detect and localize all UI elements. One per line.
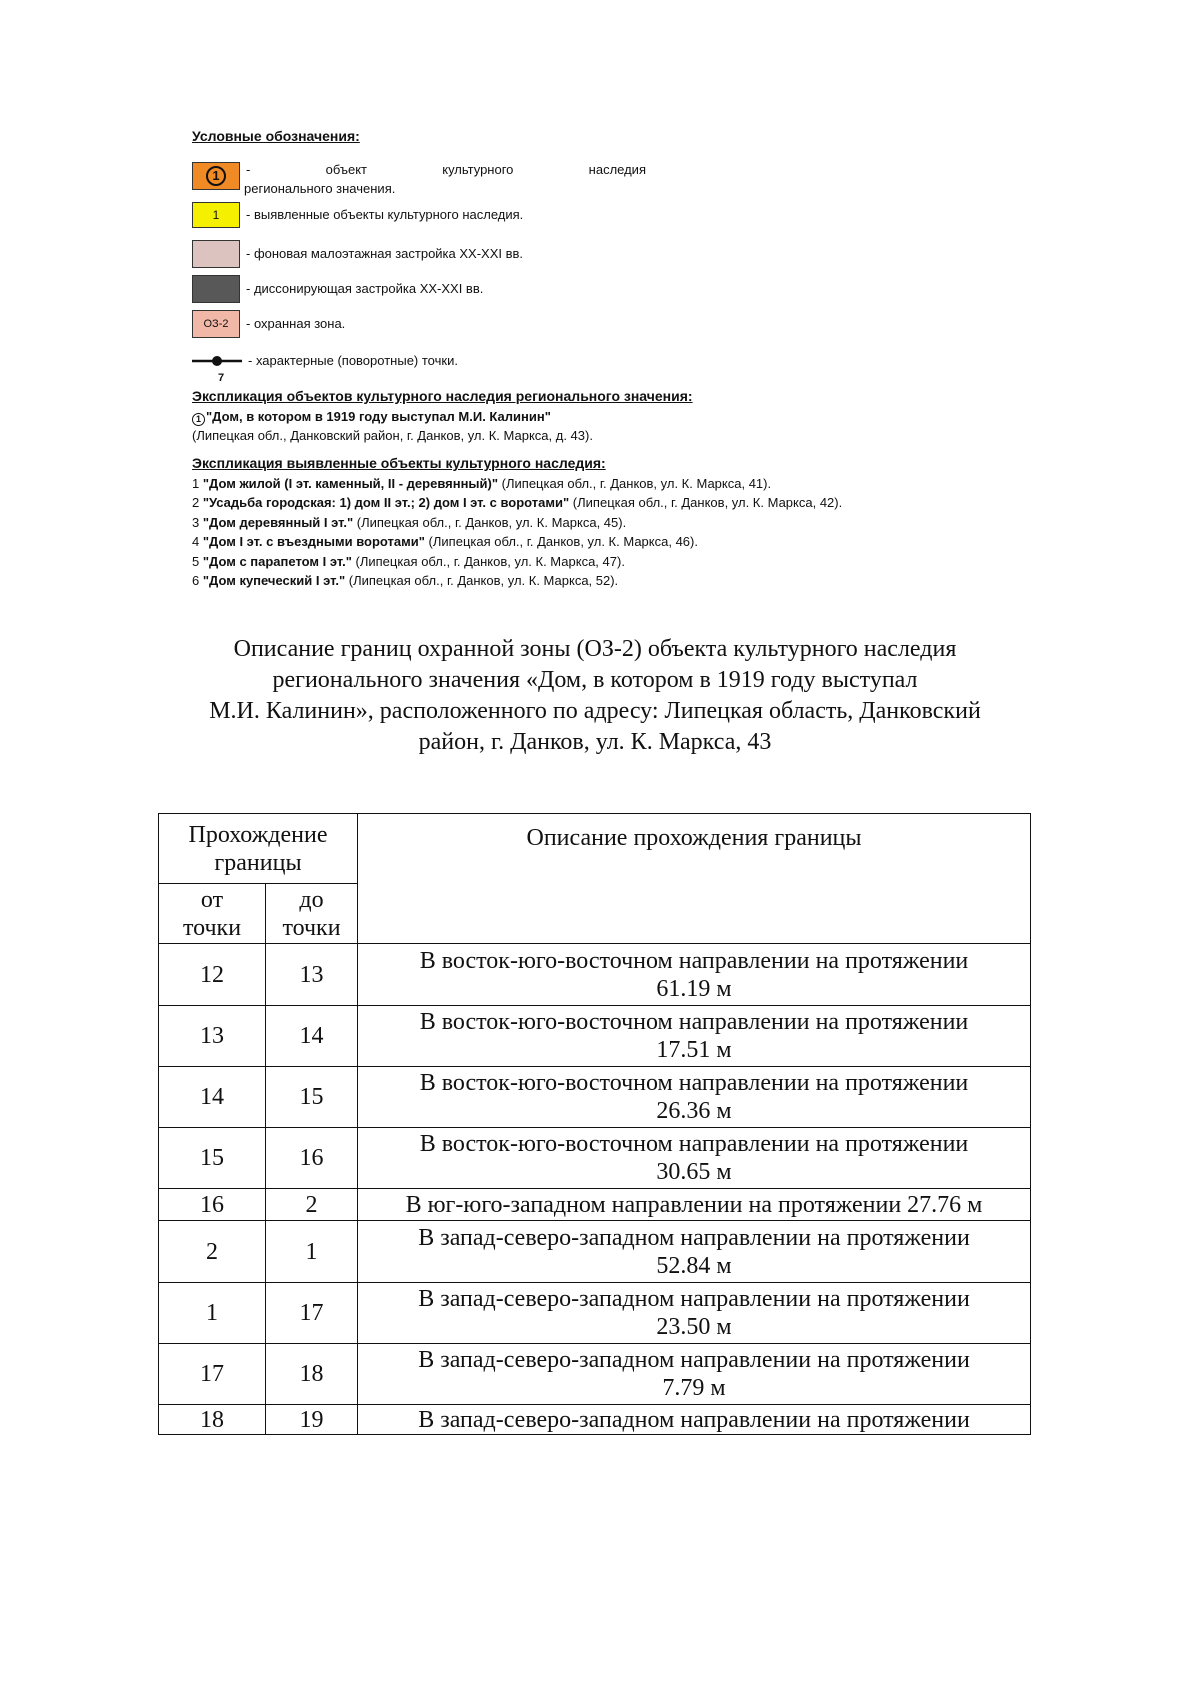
explication-identified — [192, 454, 1072, 591]
table-row — [159, 944, 1031, 1006]
cell-to: 15 — [266, 1067, 358, 1128]
legend-swatch-object — [192, 162, 240, 190]
legend-item-identified — [192, 202, 523, 228]
legend-text-background: - фоновая малоэтажная застройка XX-XXI вв. — [246, 246, 524, 261]
legend-item-zone — [192, 310, 345, 338]
table-row — [159, 1283, 1031, 1344]
cell-description: В запад-северо-западном направлении на протяжении 7.79 м — [358, 1344, 1031, 1405]
legend-item-points — [192, 352, 458, 382]
explication-item: 4 "Дом I эт. с въездными воротами" (Липецкая обл., г. Данков, ул. К. Маркса, 46). — [192, 534, 698, 549]
heritage-object-marker-icon: 1 — [192, 413, 205, 426]
table-row — [159, 1405, 1031, 1435]
table-row — [159, 1067, 1031, 1128]
boundary-table — [158, 813, 1031, 1435]
legend-point-number: 7 — [218, 372, 225, 384]
cell-from: 17 — [159, 1344, 266, 1405]
explication-item: 2 "Усадьба городская: 1) дом II эт.; 2) дом I эт. с воротами" (Липецкая обл., г. Данков, ул. К. Маркса, 42). — [192, 495, 843, 510]
legend-text-word: наследия — [588, 162, 646, 177]
header-description: Описание прохождения границы — [358, 814, 1031, 944]
cell-from: 12 — [159, 944, 266, 1006]
cell-from: 13 — [159, 1006, 266, 1067]
legend-item-dissonant — [192, 275, 483, 303]
explication-item: 3 "Дом деревянный I эт." (Липецкая обл., г. Данков, ул. К. Маркса, 45). — [192, 514, 627, 530]
cell-from: 16 — [159, 1189, 266, 1221]
cell-to: 13 — [266, 944, 358, 1006]
cell-description: В восток-юго-восточном направлении на протяжении 17.51 м — [358, 1006, 1031, 1067]
explication-regional-object: 1 "Дом, в котором в 1919 году выступал М.И. Калинин" — [192, 407, 1072, 427]
legend-heading: Условные обозначения: — [192, 128, 360, 144]
legend-swatch-dissonant — [192, 275, 240, 303]
header-to: до точки — [266, 884, 358, 944]
legend-swatch-identified: 1 — [192, 202, 240, 228]
legend-text-dissonant: - диссонирующая застройка XX-XXI вв. — [246, 281, 484, 296]
cell-to: 19 — [266, 1405, 358, 1435]
legend-swatch-zone: ОЗ-2 — [192, 310, 240, 338]
legend-text-word: культурного — [442, 162, 514, 177]
legend-text-identified: - выявленные объекты культурного наследия. — [246, 207, 524, 222]
cell-description: В восток-юго-восточном направлении на протяжении 30.65 м — [358, 1128, 1031, 1189]
document-title: Описание границ охранной зоны (ОЗ-2) объекта культурного наследия регионального значения «Дом, в котором в 1919 году выступал М.И. Калинин», расположенного по адресу: Липецкая область, Данковский район, г. Данков, ул. К. Маркса, 43 — [209, 636, 981, 755]
legend — [192, 128, 892, 384]
legend-text-object-line2: регионального значения. — [244, 181, 396, 196]
explication-item: 1 "Дом жилой (I эт. каменный, II - деревянный)" (Липецкая обл., г. Данков, ул. К. Маркса, 41). — [192, 475, 772, 491]
cell-to: 14 — [266, 1006, 358, 1067]
cell-from: 18 — [159, 1405, 266, 1435]
cell-description: В восток-юго-восточном направлении на протяжении 26.36 м — [358, 1067, 1031, 1128]
cell-to: 1 — [266, 1221, 358, 1283]
legend-text-zone: - охранная зона. — [246, 316, 346, 331]
table-row — [159, 1006, 1031, 1067]
cell-description: В запад-северо-западном направлении на протяжении — [358, 1405, 1031, 1435]
cell-to: 2 — [266, 1189, 358, 1221]
table-row — [159, 1344, 1031, 1405]
cell-from: 14 — [159, 1067, 266, 1128]
cell-to: 16 — [266, 1128, 358, 1189]
cell-from: 1 — [159, 1283, 266, 1344]
legend-text-points: - характерные (поворотные) точки. — [248, 353, 458, 368]
legend-item-background — [192, 240, 523, 268]
cell-description: В запад-северо-западном направлении на протяжении 52.84 м — [358, 1221, 1031, 1283]
cell-from: 2 — [159, 1221, 266, 1283]
explication-regional — [192, 387, 1072, 446]
heritage-object-marker-icon: 1 — [206, 166, 226, 186]
cell-from: 15 — [159, 1128, 266, 1189]
cell-to: 18 — [266, 1344, 358, 1405]
explication-item: 6 "Дом купеческий I эт." (Липецкая обл., г. Данков, ул. К. Маркса, 52). — [192, 573, 619, 588]
table-row — [159, 1221, 1031, 1283]
cell-description: В восток-юго-восточном направлении на протяжении 61.19 м — [358, 944, 1031, 1006]
legend-swatch-background — [192, 240, 240, 268]
table-row — [159, 1189, 1031, 1221]
legend-text-word: объект — [325, 162, 367, 177]
explication-regional-heading: Экспликация объектов культурного наследия регионального значения: — [192, 388, 693, 404]
explication-regional-address: (Липецкая обл., Данковский район, г. Данков, ул. К. Маркса, д. 43). — [192, 428, 593, 443]
explication-identified-heading: Экспликация выявленные объекты культурного наследия: — [192, 455, 606, 471]
cell-to: 17 — [266, 1283, 358, 1344]
header-from: от точки — [159, 884, 266, 944]
cell-description: В запад-северо-западном направлении на протяжении 23.50 м — [358, 1283, 1031, 1344]
turning-point-line-icon — [192, 352, 242, 382]
explication-item: 5 "Дом с парапетом I эт." (Липецкая обл., г. Данков, ул. К. Маркса, 47). — [192, 553, 625, 569]
cell-description: В юг-юго-западном направлении на протяжении 27.76 м — [358, 1189, 1031, 1221]
legend-text-dash: - — [246, 162, 251, 177]
table-header-row — [159, 814, 1031, 884]
table-row — [159, 1128, 1031, 1189]
header-passage: Прохождение границы — [159, 814, 358, 884]
